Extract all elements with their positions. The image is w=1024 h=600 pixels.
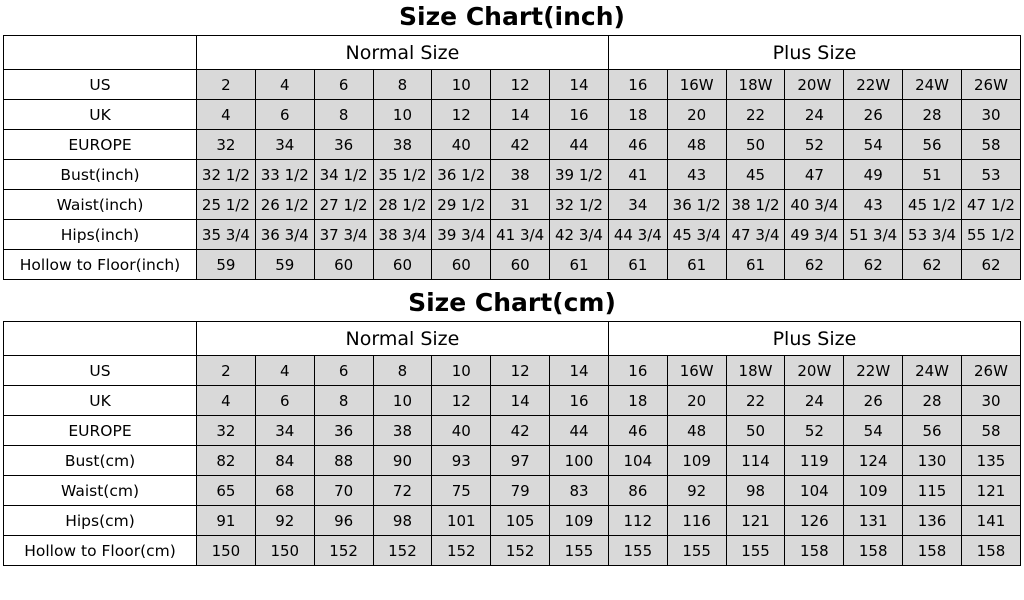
table-cell: 45	[726, 160, 785, 190]
table-cell: 100	[550, 446, 609, 476]
table-cell: 8	[373, 356, 432, 386]
row-label: Waist(cm)	[4, 476, 197, 506]
group-header-normal-size: Normal Size	[197, 322, 609, 356]
table-cell: 150	[255, 536, 314, 566]
table-cell: 42	[491, 416, 550, 446]
table-cell: 109	[550, 506, 609, 536]
table-cell: 101	[432, 506, 491, 536]
table-cell: 79	[491, 476, 550, 506]
table-cell: 115	[903, 476, 962, 506]
table-cell: 29 1/2	[432, 190, 491, 220]
table-cell: 16W	[667, 356, 726, 386]
table-cell: 45 3/4	[667, 220, 726, 250]
table-cell: 4	[197, 100, 256, 130]
table-cell: 65	[197, 476, 256, 506]
table-cell: 62	[785, 250, 844, 280]
table-cell: 119	[785, 446, 844, 476]
group-header-plus-size: Plus Size	[608, 36, 1020, 70]
size-table-cm	[3, 321, 1021, 566]
table-cell: 45 1/2	[903, 190, 962, 220]
table-cell: 28	[903, 100, 962, 130]
table-cell: 52	[785, 416, 844, 446]
table-cell: 16	[550, 386, 609, 416]
table-cell: 6	[255, 100, 314, 130]
table-cell: 16	[608, 356, 667, 386]
table-cell: 36 3/4	[255, 220, 314, 250]
table-cell: 56	[903, 416, 962, 446]
table-cell: 42	[491, 130, 550, 160]
table-cell: 18	[608, 100, 667, 130]
table-cell: 126	[785, 506, 844, 536]
table-cell: 8	[314, 386, 373, 416]
table-cell: 51 3/4	[844, 220, 903, 250]
table-cell: 36 1/2	[432, 160, 491, 190]
table-cell: 158	[785, 536, 844, 566]
table-cell: 34	[608, 190, 667, 220]
table-cell: 61	[667, 250, 726, 280]
group-header-row	[4, 322, 1021, 356]
page-title-inch: Size Chart(inch)	[399, 2, 625, 31]
table-cell: 56	[903, 130, 962, 160]
table-cell: 26	[844, 100, 903, 130]
table-row	[4, 70, 1021, 100]
table-cell: 32	[197, 416, 256, 446]
table-cell: 22	[726, 100, 785, 130]
size-chart-cm-block	[0, 286, 1024, 566]
table-cell: 53 3/4	[903, 220, 962, 250]
table-cell: 6	[255, 386, 314, 416]
table-cell: 61	[550, 250, 609, 280]
table-row	[4, 506, 1021, 536]
table-cell: 93	[432, 446, 491, 476]
table-cell: 43	[844, 190, 903, 220]
table-cell: 14	[550, 70, 609, 100]
table-row	[4, 416, 1021, 446]
table-cell: 30	[961, 386, 1020, 416]
table-cell: 41	[608, 160, 667, 190]
row-label: Hips(inch)	[4, 220, 197, 250]
table-cell: 40 3/4	[785, 190, 844, 220]
table-cell: 38 3/4	[373, 220, 432, 250]
table-cell: 14	[491, 100, 550, 130]
table-cell: 2	[197, 70, 256, 100]
group-header-normal-size: Normal Size	[197, 36, 609, 70]
group-header-plus-size: Plus Size	[608, 322, 1020, 356]
table-cell: 62	[903, 250, 962, 280]
table-row	[4, 250, 1021, 280]
table-cell: 50	[726, 416, 785, 446]
row-label: UK	[4, 100, 197, 130]
table-cell: 10	[373, 100, 432, 130]
page-title-cm: Size Chart(cm)	[408, 288, 616, 317]
table-cell: 8	[314, 100, 373, 130]
table-cell: 158	[961, 536, 1020, 566]
table-cell: 46	[608, 130, 667, 160]
size-table-inch	[3, 35, 1021, 280]
table-cell: 26	[844, 386, 903, 416]
table-cell: 12	[491, 356, 550, 386]
table-cell: 61	[726, 250, 785, 280]
table-cell: 28	[903, 386, 962, 416]
table-cell: 16	[550, 100, 609, 130]
table-cell: 54	[844, 130, 903, 160]
table-cell: 60	[314, 250, 373, 280]
table-row	[4, 160, 1021, 190]
table-cell: 75	[432, 476, 491, 506]
table-cell: 10	[432, 70, 491, 100]
table-corner-cell	[4, 36, 197, 70]
table-row	[4, 100, 1021, 130]
table-cell: 72	[373, 476, 432, 506]
table-cell: 36	[314, 416, 373, 446]
row-label: EUROPE	[4, 130, 197, 160]
row-label: US	[4, 70, 197, 100]
table-cell: 26W	[961, 70, 1020, 100]
table-cell: 20W	[785, 356, 844, 386]
table-cell: 35 1/2	[373, 160, 432, 190]
table-cell: 41 3/4	[491, 220, 550, 250]
table-cell: 109	[667, 446, 726, 476]
table-cell: 31	[491, 190, 550, 220]
table-cell: 20W	[785, 70, 844, 100]
table-cell: 32 1/2	[550, 190, 609, 220]
table-cell: 155	[726, 536, 785, 566]
table-cell: 48	[667, 416, 726, 446]
row-label: EUROPE	[4, 416, 197, 446]
table-cell: 44 3/4	[608, 220, 667, 250]
table-cell: 109	[844, 476, 903, 506]
group-header-row	[4, 36, 1021, 70]
table-cell: 61	[608, 250, 667, 280]
table-cell: 141	[961, 506, 1020, 536]
table-cell: 32 1/2	[197, 160, 256, 190]
table-cell: 92	[255, 506, 314, 536]
table-cell: 12	[432, 386, 491, 416]
table-cell: 121	[961, 476, 1020, 506]
table-cell: 34	[255, 416, 314, 446]
table-cell: 10	[432, 356, 491, 386]
table-cell: 58	[961, 130, 1020, 160]
size-table-inch-body	[4, 36, 1021, 280]
table-cell: 47 1/2	[961, 190, 1020, 220]
table-cell: 53	[961, 160, 1020, 190]
table-cell: 4	[255, 70, 314, 100]
table-cell: 152	[314, 536, 373, 566]
table-cell: 51	[903, 160, 962, 190]
table-cell: 50	[726, 130, 785, 160]
table-cell: 105	[491, 506, 550, 536]
table-cell: 82	[197, 446, 256, 476]
table-cell: 22W	[844, 356, 903, 386]
table-cell: 55 1/2	[961, 220, 1020, 250]
table-row	[4, 220, 1021, 250]
table-cell: 98	[726, 476, 785, 506]
table-cell: 152	[491, 536, 550, 566]
table-cell: 136	[903, 506, 962, 536]
table-cell: 124	[844, 446, 903, 476]
table-cell: 34	[255, 130, 314, 160]
table-cell: 60	[491, 250, 550, 280]
row-label: UK	[4, 386, 197, 416]
table-cell: 104	[608, 446, 667, 476]
table-cell: 35 3/4	[197, 220, 256, 250]
table-cell: 2	[197, 356, 256, 386]
table-cell: 16	[608, 70, 667, 100]
table-cell: 83	[550, 476, 609, 506]
table-cell: 116	[667, 506, 726, 536]
table-cell: 62	[961, 250, 1020, 280]
table-cell: 44	[550, 416, 609, 446]
table-cell: 28 1/2	[373, 190, 432, 220]
table-cell: 158	[903, 536, 962, 566]
table-cell: 39 3/4	[432, 220, 491, 250]
table-cell: 54	[844, 416, 903, 446]
row-label: Bust(inch)	[4, 160, 197, 190]
table-cell: 27 1/2	[314, 190, 373, 220]
table-cell: 12	[432, 100, 491, 130]
table-cell: 10	[373, 386, 432, 416]
table-cell: 40	[432, 416, 491, 446]
table-corner-cell	[4, 322, 197, 356]
table-cell: 32	[197, 130, 256, 160]
table-cell: 18	[608, 386, 667, 416]
table-cell: 62	[844, 250, 903, 280]
table-cell: 22	[726, 386, 785, 416]
table-row	[4, 446, 1021, 476]
table-cell: 150	[197, 536, 256, 566]
table-cell: 6	[314, 356, 373, 386]
table-cell: 88	[314, 446, 373, 476]
table-cell: 59	[197, 250, 256, 280]
table-cell: 49	[844, 160, 903, 190]
table-cell: 38	[491, 160, 550, 190]
table-row	[4, 386, 1021, 416]
table-cell: 25 1/2	[197, 190, 256, 220]
table-row	[4, 356, 1021, 386]
table-cell: 39 1/2	[550, 160, 609, 190]
table-cell: 52	[785, 130, 844, 160]
table-cell: 14	[550, 356, 609, 386]
table-cell: 43	[667, 160, 726, 190]
size-table-cm-body	[4, 322, 1021, 566]
table-cell: 26W	[961, 356, 1020, 386]
row-label: Hollow to Floor(inch)	[4, 250, 197, 280]
row-label: US	[4, 356, 197, 386]
table-cell: 91	[197, 506, 256, 536]
table-cell: 12	[491, 70, 550, 100]
table-cell: 34 1/2	[314, 160, 373, 190]
table-cell: 158	[844, 536, 903, 566]
table-cell: 59	[255, 250, 314, 280]
row-label: Hips(cm)	[4, 506, 197, 536]
table-cell: 42 3/4	[550, 220, 609, 250]
table-cell: 97	[491, 446, 550, 476]
table-cell: 4	[197, 386, 256, 416]
table-cell: 36 1/2	[667, 190, 726, 220]
table-cell: 130	[903, 446, 962, 476]
table-cell: 155	[550, 536, 609, 566]
table-cell: 68	[255, 476, 314, 506]
row-label: Hollow to Floor(cm)	[4, 536, 197, 566]
table-cell: 60	[373, 250, 432, 280]
table-cell: 38 1/2	[726, 190, 785, 220]
table-cell: 84	[255, 446, 314, 476]
table-cell: 24	[785, 100, 844, 130]
table-cell: 49 3/4	[785, 220, 844, 250]
table-cell: 38	[373, 416, 432, 446]
size-chart-inch-block	[0, 0, 1024, 280]
table-cell: 60	[432, 250, 491, 280]
table-cell: 98	[373, 506, 432, 536]
table-cell: 155	[608, 536, 667, 566]
table-row	[4, 476, 1021, 506]
table-cell: 90	[373, 446, 432, 476]
table-cell: 47	[785, 160, 844, 190]
table-cell: 14	[491, 386, 550, 416]
table-cell: 36	[314, 130, 373, 160]
table-cell: 18W	[726, 70, 785, 100]
table-cell: 24W	[903, 356, 962, 386]
table-cell: 20	[667, 386, 726, 416]
table-cell: 96	[314, 506, 373, 536]
table-cell: 121	[726, 506, 785, 536]
table-cell: 37 3/4	[314, 220, 373, 250]
table-cell: 46	[608, 416, 667, 446]
table-cell: 131	[844, 506, 903, 536]
table-cell: 18W	[726, 356, 785, 386]
table-cell: 20	[667, 100, 726, 130]
table-cell: 58	[961, 416, 1020, 446]
table-cell: 8	[373, 70, 432, 100]
table-cell: 135	[961, 446, 1020, 476]
table-cell: 104	[785, 476, 844, 506]
table-cell: 47 3/4	[726, 220, 785, 250]
table-cell: 40	[432, 130, 491, 160]
table-cell: 44	[550, 130, 609, 160]
table-cell: 92	[667, 476, 726, 506]
table-cell: 22W	[844, 70, 903, 100]
table-cell: 86	[608, 476, 667, 506]
table-row	[4, 130, 1021, 160]
table-cell: 33 1/2	[255, 160, 314, 190]
table-row	[4, 190, 1021, 220]
table-row	[4, 536, 1021, 566]
table-cell: 114	[726, 446, 785, 476]
table-cell: 112	[608, 506, 667, 536]
row-label: Waist(inch)	[4, 190, 197, 220]
table-cell: 24	[785, 386, 844, 416]
table-cell: 6	[314, 70, 373, 100]
table-cell: 152	[432, 536, 491, 566]
table-cell: 38	[373, 130, 432, 160]
table-cell: 30	[961, 100, 1020, 130]
table-cell: 48	[667, 130, 726, 160]
table-cell: 24W	[903, 70, 962, 100]
table-cell: 26 1/2	[255, 190, 314, 220]
table-cell: 16W	[667, 70, 726, 100]
table-cell: 4	[255, 356, 314, 386]
table-cell: 70	[314, 476, 373, 506]
row-label: Bust(cm)	[4, 446, 197, 476]
table-cell: 155	[667, 536, 726, 566]
table-cell: 152	[373, 536, 432, 566]
